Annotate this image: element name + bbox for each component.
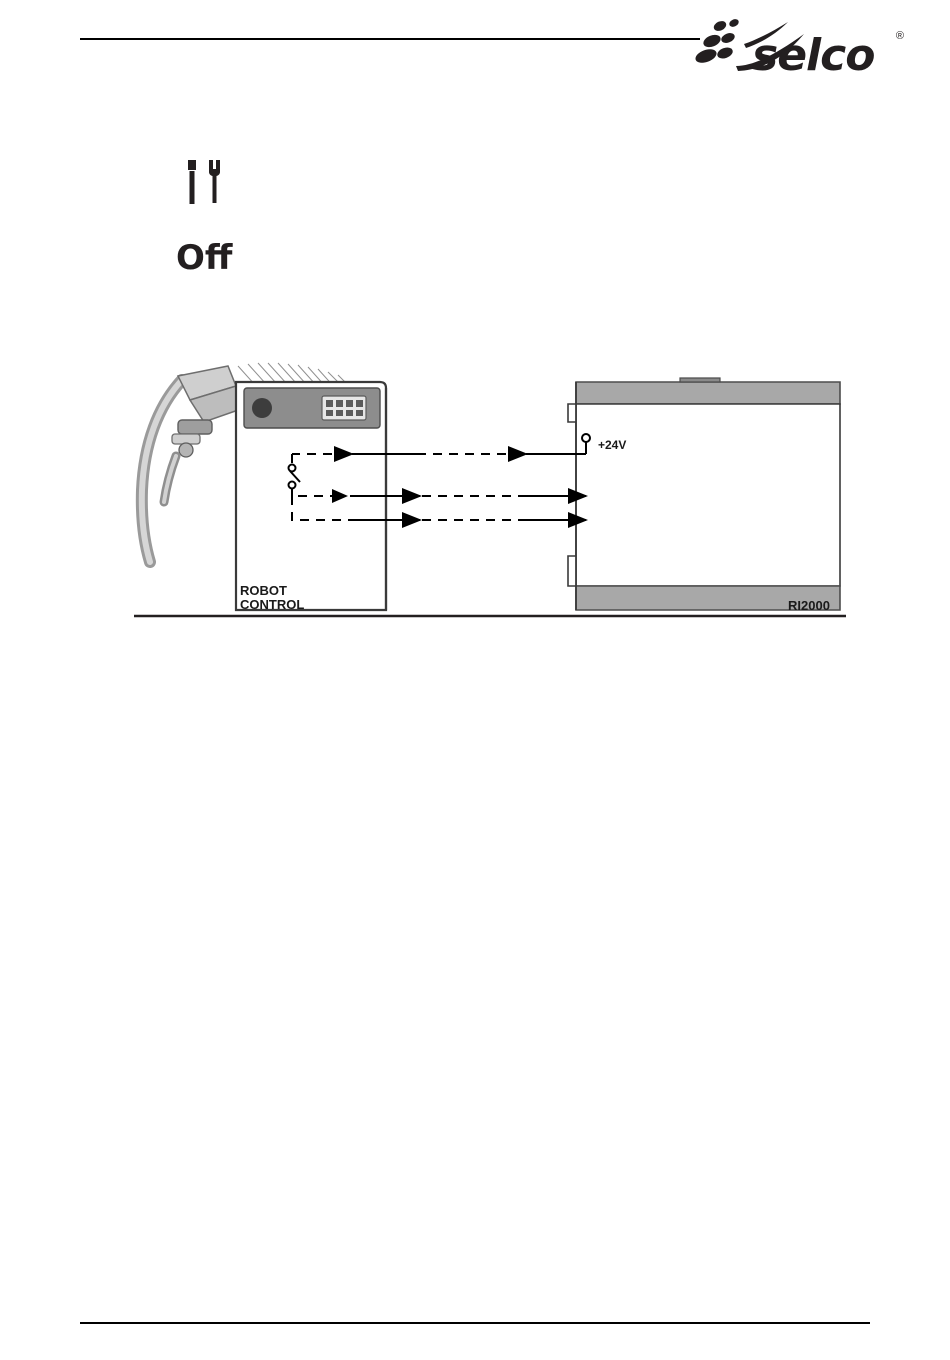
wiring-diagram-svg [120, 360, 860, 630]
welding-torch-illustration [142, 366, 244, 562]
header-divider [80, 38, 700, 40]
footer-divider [80, 1322, 870, 1324]
brand-name: selco [752, 30, 875, 81]
brand-logo [692, 14, 904, 81]
mode-status-label: Off [176, 238, 233, 278]
figure-robot-ri2000 [120, 360, 860, 630]
ri2000-power-source [568, 378, 840, 610]
brand-registered-mark: ® [895, 30, 904, 42]
robot-control-label-line1: ROBOT [240, 583, 287, 598]
wrench-screwdriver-icon [182, 158, 228, 206]
robot-control-label [240, 584, 304, 612]
power-source-model-label: RI2000 [788, 598, 830, 613]
voltage-label: +24V [598, 438, 627, 452]
robot-control-label-line2: CONTROL [240, 597, 305, 612]
robot-control-cabinet [236, 363, 386, 610]
